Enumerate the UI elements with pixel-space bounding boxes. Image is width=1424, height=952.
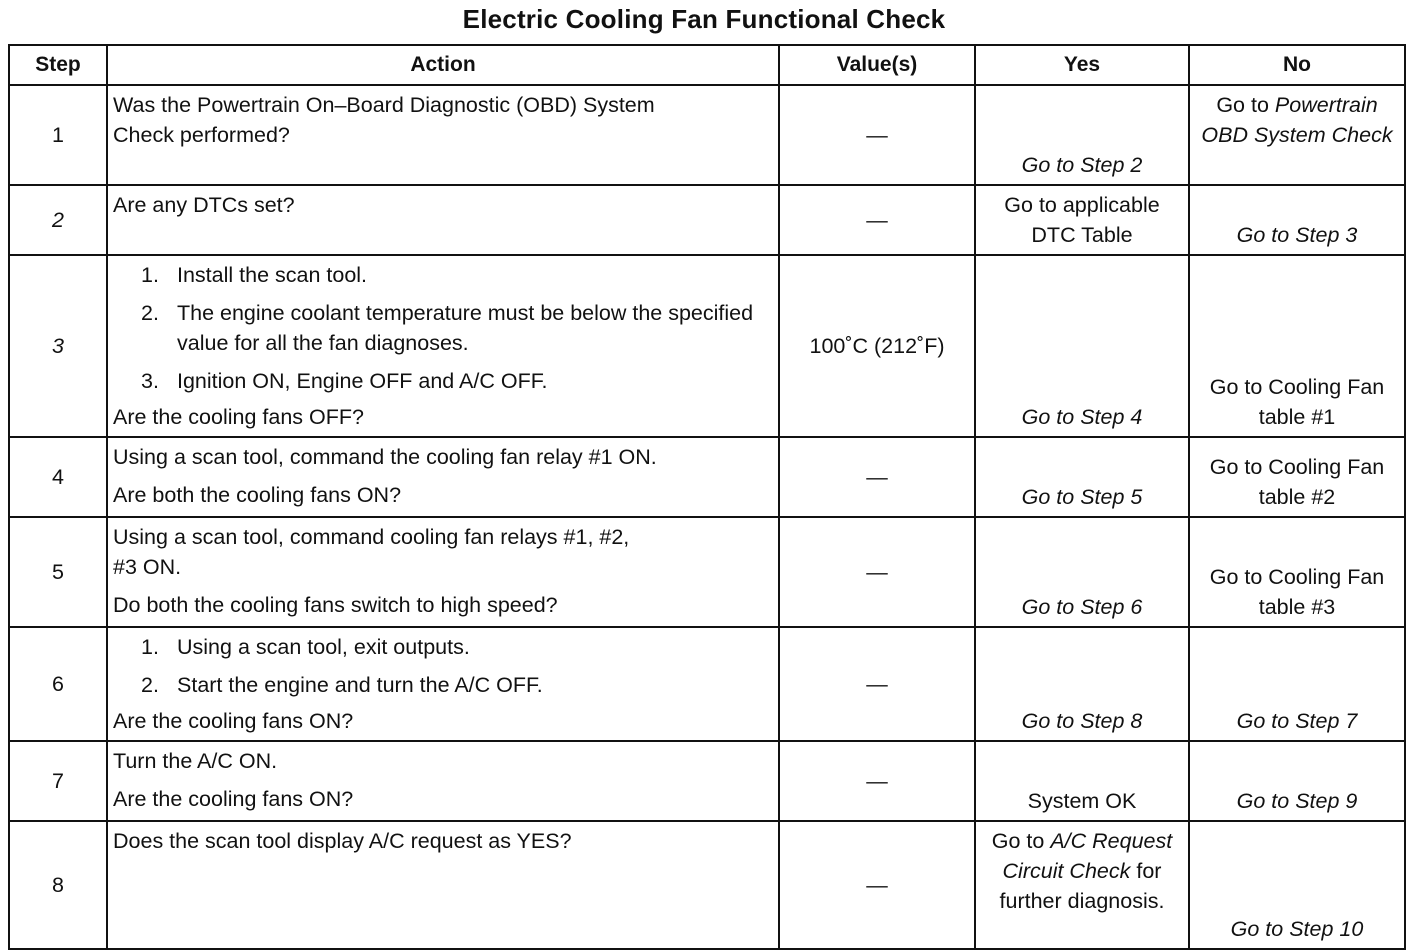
step-number: 7: [9, 741, 107, 821]
value-cell: 100˚C (212˚F): [779, 255, 975, 437]
table-row: [9, 255, 1405, 437]
table-row: [9, 821, 1405, 949]
action-cell: [107, 821, 779, 949]
yes-cell: Go to Step 2: [975, 85, 1189, 185]
list-item: 1. Install the scan tool.: [141, 263, 368, 287]
value-cell: —: [779, 821, 975, 949]
diagnostic-table: [8, 44, 1406, 950]
table-row: [9, 741, 1405, 821]
action-text: Was the Powertrain On–Board Diagnostic (OBD) System: [113, 93, 655, 117]
no-cell: Go to Step 9: [1189, 741, 1405, 821]
column-header-no: No: [1189, 45, 1405, 85]
table-row: [9, 85, 1405, 185]
action-text: Using a scan tool, command the cooling fan relay #1 ON.: [113, 445, 657, 469]
yes-cell: Go to Step 6: [975, 517, 1189, 627]
action-cell: [107, 741, 779, 821]
step-number: 2: [9, 185, 107, 255]
table-row: [9, 517, 1405, 627]
action-cell: [107, 185, 779, 255]
instruction-list: [113, 260, 770, 396]
yes-cell: [975, 821, 1189, 949]
yes-prefix: Go to: [991, 829, 1045, 853]
yes-cell: Go to Step 5: [975, 437, 1189, 517]
table-row: [9, 437, 1405, 517]
no-cell: [1189, 85, 1405, 185]
no-prefix: Go to: [1216, 93, 1269, 117]
question-text: Do both the cooling fans switch to high speed?: [113, 593, 558, 617]
action-text: Turn the A/C ON.: [113, 749, 278, 773]
yes-cell: Go to applicable DTC Table: [975, 185, 1189, 255]
question-text: Are both the cooling fans ON?: [113, 483, 402, 507]
column-header-values: Value(s): [779, 45, 975, 85]
yes-cell: Go to Step 8: [975, 627, 1189, 741]
document-title: Electric Cooling Fan Functional Check: [462, 4, 946, 34]
no-cell: Go to Cooling Fan table #2: [1189, 437, 1405, 517]
question-text: Are the cooling fans ON?: [113, 787, 354, 811]
value-cell: —: [779, 741, 975, 821]
step-number: 1: [9, 85, 107, 185]
action-cell: [107, 627, 779, 741]
column-header-yes: Yes: [975, 45, 1189, 85]
question-text: Are the cooling fans OFF?: [113, 405, 364, 429]
no-cell: Go to Cooling Fan table #1: [1189, 255, 1405, 437]
question-text: Are the cooling fans ON?: [113, 709, 354, 733]
instruction-list: [113, 632, 770, 700]
no-cell: Go to Step 7: [1189, 627, 1405, 741]
value-cell: —: [779, 627, 975, 741]
step-number: 3: [9, 255, 107, 437]
no-cell: Go to Cooling Fan table #3: [1189, 517, 1405, 627]
value-cell: —: [779, 517, 975, 627]
action-cell: [107, 255, 779, 437]
value-cell: —: [779, 85, 975, 185]
step-number: 8: [9, 821, 107, 949]
yes-cell: System OK: [975, 741, 1189, 821]
action-text: Using a scan tool, command cooling fan relays #1, #2,: [113, 525, 630, 549]
yes-emphasis: A/C Request Circuit Check: [1002, 829, 1173, 883]
value-cell: —: [779, 185, 975, 255]
header-row: [9, 45, 1405, 85]
column-header-step: Step: [9, 45, 107, 85]
step-number: 5: [9, 517, 107, 627]
table-row: [9, 185, 1405, 255]
step-number: 4: [9, 437, 107, 517]
column-header-action: Action: [107, 45, 779, 85]
action-cell: [107, 85, 779, 185]
no-cell: Go to Step 10: [1189, 821, 1405, 949]
table-row: [9, 627, 1405, 741]
list-item: 2. The engine coolant temperature must be below the specified value for all the fan diagnoses.: [141, 301, 754, 355]
list-item: 3. Ignition ON, Engine OFF and A/C OFF.: [141, 369, 548, 393]
yes-cell: Go to Step 4: [975, 255, 1189, 437]
action-text: #3 ON.: [113, 555, 182, 579]
no-cell: Go to Step 3: [1189, 185, 1405, 255]
value-cell: —: [779, 437, 975, 517]
question-text: Are any DTCs set?: [113, 193, 295, 217]
step-number: 6: [9, 627, 107, 741]
yes-suffix: for further diagnosis.: [999, 859, 1165, 913]
question-text: Does the scan tool display A/C request as YES?: [113, 829, 572, 853]
action-cell: [107, 437, 779, 517]
no-emphasis: Powertrain OBD System Check: [1201, 93, 1393, 147]
list-item: 2. Start the engine and turn the A/C OFF.: [141, 673, 543, 697]
action-cell: [107, 517, 779, 627]
list-item: 1. Using a scan tool, exit outputs.: [141, 635, 470, 659]
action-text: Check performed?: [113, 123, 290, 147]
